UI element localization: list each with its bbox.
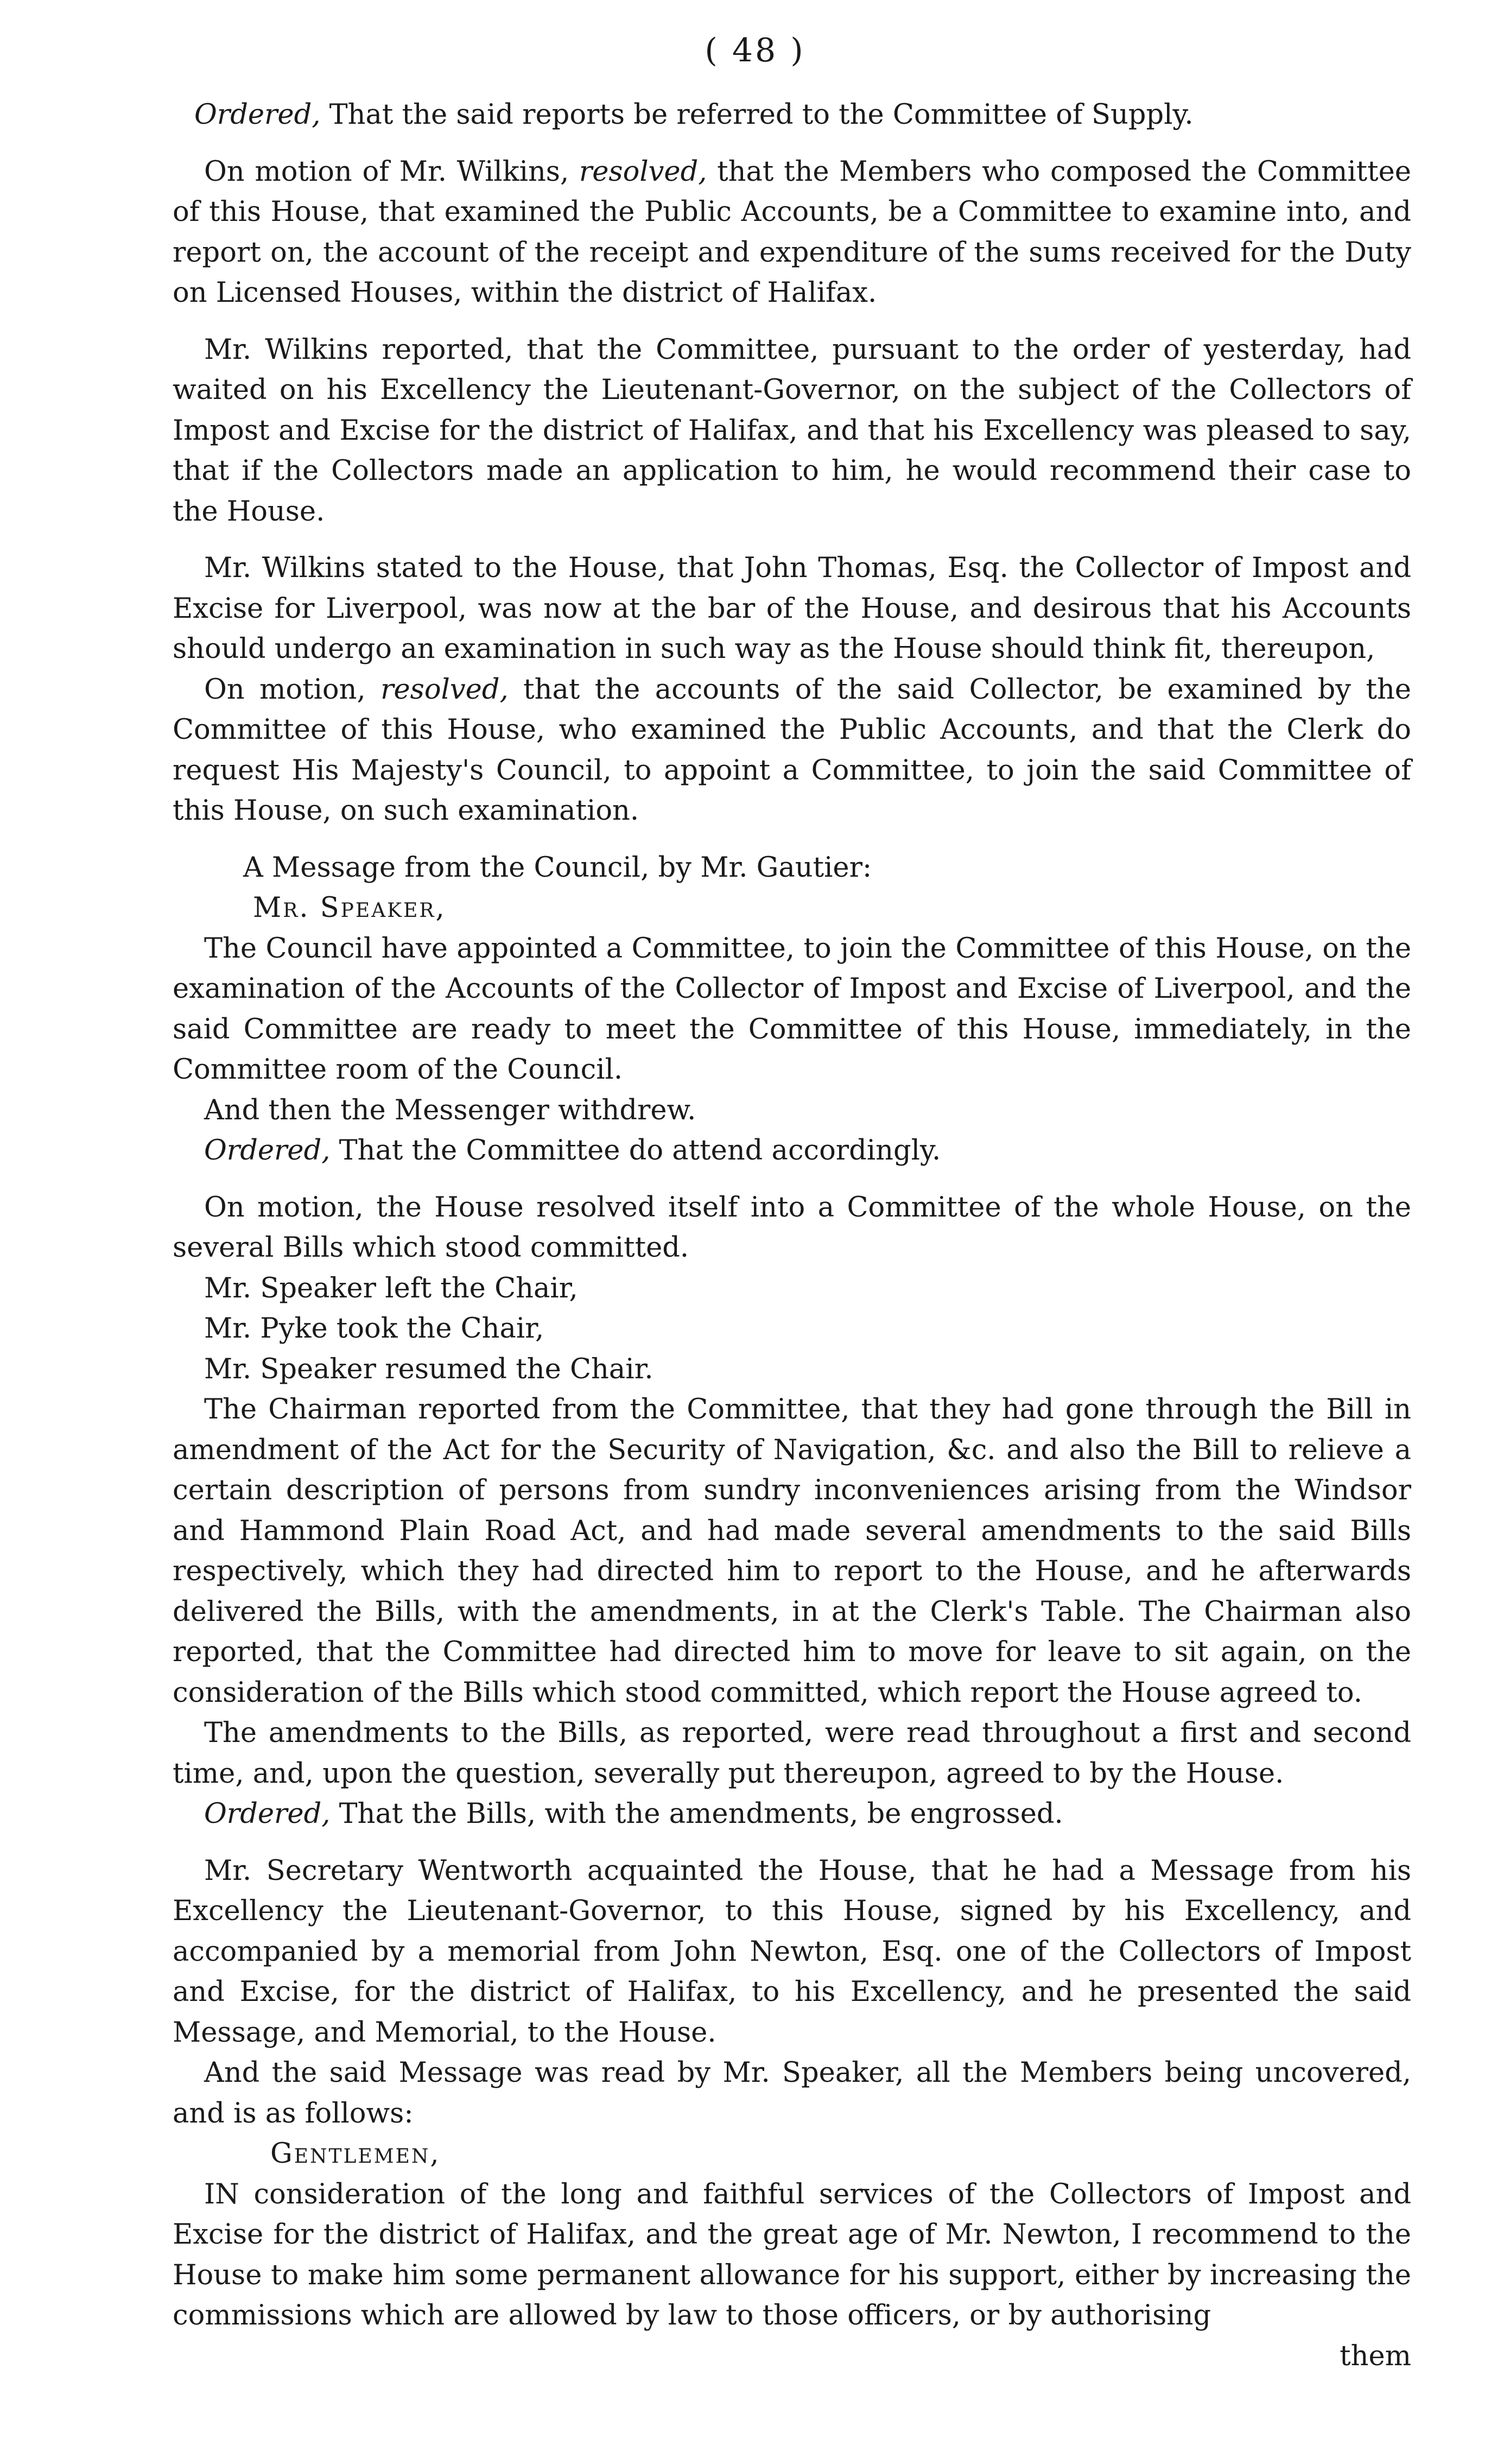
paragraph-chairman-reported: The Chairman reported from the Committee, that they had gone through the Bill in amendment of the Act for the Security of Navigation, &c. and also the Bill to relieve a certain description of persons from sundry inconveniences arising from the Windsor and Hammond Plain Road Act, and had made several amendments to the said Bills respectively, which they had directed him to report to the House, and he afterwards delivered the Bills, with the amendments, in at the Clerk's Table. The Chairman also reported, that the Committee had directed him to move for leave to sit again, on the consideration of the Bills which stood committed, which report the House agreed to.: [173, 1393, 1411, 1709]
salutation-gentlemen: Gentlemen,: [270, 2138, 441, 2170]
salutation-speaker: Mr. Speaker,: [253, 892, 446, 924]
paragraph-council-appointed: The Council have appointed a Committee, to join the Committee of this House, on the examination of the Accounts of the Collector of Impost and Excise of Liverpool, and the said Committee are ready to meet the Committee of this House, immediately, in the Committee room of the Council.: [173, 932, 1411, 1086]
paragraph-wilkins-stated: Mr. Wilkins stated to the House, that John Thomas, Esq. the Collector of Impost and Excise for Liverpool, was now at the bar of the House, and desirous that his Accounts should undergo an examination in such way as the House should think fit, thereupon,: [173, 552, 1411, 665]
paragraph-messenger-withdrew: And then the Messenger withdrew.: [204, 1094, 696, 1126]
paragraph-speaker-resumed: Mr. Speaker resumed the Chair.: [204, 1353, 654, 1385]
paragraph-wentworth-message: Mr. Secretary Wentworth acquainted the House, that he had a Message from his Excellency the Lieutenant-Governor, to this House, signed by his Excellency, and accompanied by a memorial from John Newton, Esq. one of the Collectors of Impost and Excise, for the district of Halifax, to his Excellency, and he presented the said Message, and Memorial, to the House.: [173, 1854, 1411, 2049]
catchword: them: [1340, 2340, 1411, 2372]
paragraph-committee-whole: On motion, the House resolved itself into a Committee of the whole House, on the several Bills which stood committed.: [173, 1191, 1411, 1264]
paragraph-motion-wilkins: On motion of Mr. Wilkins, resolved, that the Members who composed the Committee of this House, that examined the Public Accounts, be a Committee to examine into, and report on, the account of the receipt and expenditure of the sums received for the Duty on Licensed Houses, within the district of Halifax.: [173, 155, 1411, 309]
paragraph-pyke-chair: Mr. Pyke took the Chair,: [204, 1313, 544, 1345]
paragraph-amendments-read: The amendments to the Bills, as reported, were read throughout a first and second time, and, upon the question, severally put thereupon, agreed to by the House.: [173, 1717, 1411, 1790]
paragraph-ordered-supply: Ordered, That the said reports be referred to the Committee of Supply.: [194, 99, 1194, 131]
paragraph-motion-accounts: On motion, resolved, that the accounts of the said Collector, be examined by the Committee of this House, who examined the Public Accounts, and that the Clerk do request His Majesty's Council, to appoint a Committee, to join the said Committee of this House, on such examination.: [173, 673, 1411, 827]
paragraph-council-message: A Message from the Council, by Mr. Gautier:: [243, 851, 872, 884]
paragraph-ordered-engrossed: Ordered, That the Bills, with the amendments, be engrossed.: [204, 1798, 1063, 1830]
italic-lead: Ordered,: [194, 99, 321, 131]
document-body: [173, 95, 1411, 2377]
page-number: ( 48 ): [705, 31, 805, 69]
paragraph-ordered-attend: Ordered, That the Committee do attend accordingly.: [204, 1135, 941, 1167]
paragraph-message-read: And the said Message was read by Mr. Speaker, all the Members being uncovered, and is as follows:: [173, 2057, 1411, 2130]
paragraph-consideration: IN consideration of the long and faithful services of the Collectors of Impost and Excise for the district of Halifax, and the great age of Mr. Newton, I recommend to the House to make him some permanent allowance for his support, either by increasing the commissions which are allowed by law to those officers, or by authorising: [173, 2178, 1411, 2332]
paragraph-wilkins-reported: Mr. Wilkins reported, that the Committee, pursuant to the order of yesterday, had waited on his Excellency the Lieutenant-Governor, on the subject of the Collectors of Impost and Excise for the district of Halifax, and that his Excellency was pleased to say, that if the Collectors made an application to him, he would recommend their case to the House.: [173, 333, 1411, 528]
paragraph-speaker-left: Mr. Speaker left the Chair,: [204, 1272, 578, 1304]
